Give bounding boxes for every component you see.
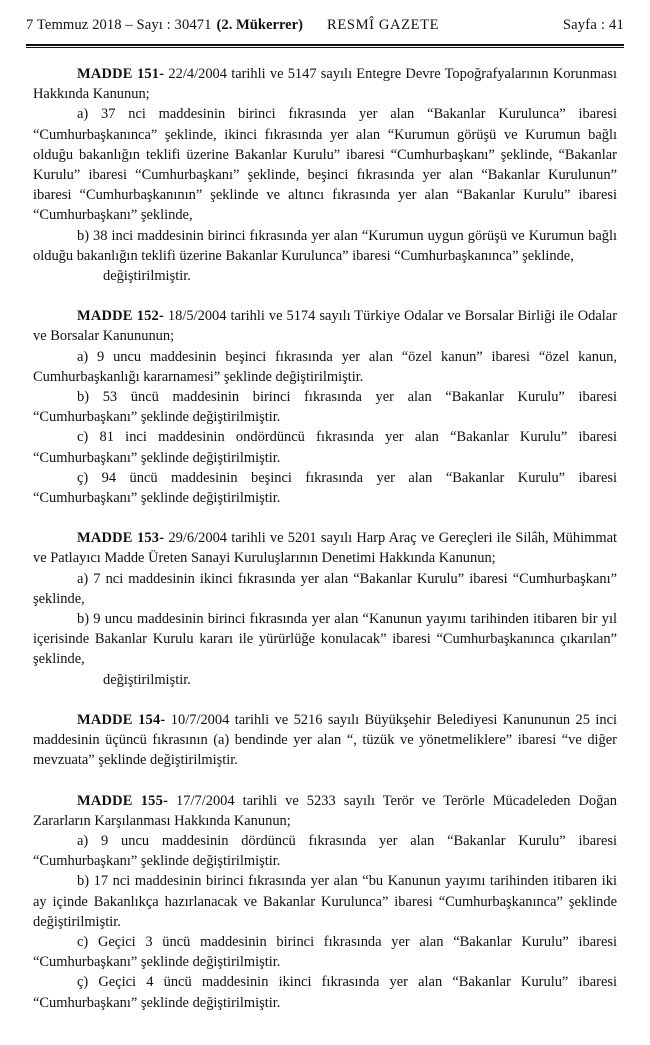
article-clause: c) Geçici 3 üncü maddesinin birinci fıkrasında yer alan “Bakanlar Kurulu” ibaresi “Cumhurbaşkanı” şeklinde değiştirilmiştir.	[33, 933, 617, 971]
article-clause: b) 9 uncu maddesinin birinci fıkrasında yer alan “Kanunun yayımı tarihinden itibaren bir yıl içerisinde Bakanlar Kurulu kararı ile yürürlüğe konulacak” ibaresi “Cumhurbaşkanınca çıkarılan” şeklinde,	[33, 611, 617, 668]
page-header	[26, 18, 624, 40]
article-label: MADDE 151-	[77, 66, 165, 82]
article-spacer	[33, 508, 617, 528]
article-label: MADDE 155-	[77, 792, 169, 809]
article-clause: ç) 94 üncü maddesinin beşinci fıkrasında yer alan “Bakanlar Kurulu” ibaresi “Cumhurbaşkanı” şeklinde değiştirilmiştir.	[33, 469, 617, 507]
header-row	[26, 18, 624, 33]
article-clause: b) 38 inci maddesinin birinci fıkrasında yer alan “Kurumun uygun görüşü ve Kurumun bağlı olduğu bakanlığın teklifi üzerine Bakanlar Kurulunca” ibaresi “Cumhurbaşkanınca” şeklinde,	[33, 227, 617, 264]
article-clause: a) 37 nci maddesinin birinci fıkrasında yer alan “Bakanlar Kurulunca” ibaresi “Cumhurbaşkanınca” şeklinde, ikinci fıkrasında yer alan “Kurumun görüşü ve Kurumun bağlı olduğu bakanlığın teklifi üzerine Bakanlar Kurulu” ibaresi “Cumhurbaşkanı” şeklinde, “Bakanlar Kurulu” ibaresi “Cumhurbaşkanı” şeklinde, beşinci fıkrasında yer alan “Bakanlar Kurulunun” ibaresi “Cumhurbaşkanının” şeklinde ve altıncı fıkrasında yer alan “Bakanlar Kurulu” ibaresi “Cumhurbaşkanı” şeklinde,	[33, 106, 617, 224]
article-spacer	[33, 690, 617, 710]
article-intro-text: 22/4/2004 tarihli ve 5147 sayılı Entegre Devre Topoğrafyalarının Korunması Hakkında Kanunun;	[33, 66, 617, 103]
article-spacer	[33, 286, 617, 306]
article-intro	[33, 64, 617, 104]
article-closing: değiştirilmiştir.	[103, 671, 191, 688]
article-clause: b) 17 nci maddesinin birinci fıkrasında yer alan “bu Kanunun yayımı tarihinden itibaren iki ay içinde Bakanlıkça hazırlanacak ve Bakanlar Kurulunca” ibaresi “Cumhurbaşkanınca” şeklinde değiştirilmiştir.	[33, 873, 617, 930]
header-divider-thin-line	[26, 47, 624, 48]
document-body	[33, 64, 617, 1013]
article-closing: değiştirilmiştir.	[103, 268, 191, 285]
header-issue-date: 7 Temmuz 2018 – Sayı : 30471	[26, 17, 212, 33]
article-label: MADDE 153-	[77, 530, 165, 547]
article-intro-text: 29/6/2004 tarihli ve 5201 sayılı Harp Araç ve Gereçleri ile Silâh, Mühimmat ve Patlayıcı Madde Üreten Sanayi Kuruluşlarının Denetimi Hakkında Kanunun;	[33, 530, 618, 567]
header-divider	[26, 44, 624, 48]
article-intro	[33, 528, 617, 568]
article-intro	[33, 791, 617, 831]
article-intro-text: 18/5/2004 tarihli ve 5174 sayılı Türkiye Odalar ve Borsalar Birliği ile Odalar ve Borsalar Kanununun;	[33, 308, 618, 345]
article-clause: a) 9 uncu maddesinin dördüncü fıkrasında yer alan “Bakanlar Kurulu” ibaresi “Cumhurbaşkanı” şeklinde değiştirilmiştir.	[33, 832, 617, 870]
article-clause: ç) Geçici 4 üncü maddesinin ikinci fıkrasında yer alan “Bakanlar Kurulu” ibaresi “Cumhurbaşkanı” şeklinde değiştirilmiştir.	[33, 974, 617, 1011]
article-intro	[33, 710, 617, 771]
article-intro-text: 10/7/2004 tarihli ve 5216 sayılı Büyükşehir Belediyesi Kanununun 25 inci maddesinin üçüncü fıkrasının (a) bendinde yer alan “, tüzük ve yönetmeliklere” ibaresi “ve diğer mevzuata” şeklinde değiştirilmiştir.	[33, 711, 618, 769]
article-label: MADDE 154-	[77, 711, 166, 728]
header-mukerrer-label: (2. Mükerrer)	[216, 17, 303, 33]
article-clause: c) 81 inci maddesinin ondördüncü fıkrasında yer alan “Bakanlar Kurulu” ibaresi “Cumhurbaşkanı” şeklinde değiştirilmiştir.	[33, 429, 617, 466]
header-page-number: Sayfa : 41	[562, 17, 624, 33]
header-left-group	[26, 18, 439, 33]
article-intro-text: 17/7/2004 tarihli ve 5233 sayılı Terör ve Terörle Mücadeleden Doğan Zararların Karşılanması Hakkında Kanunun;	[33, 792, 617, 829]
article-clause: a) 7 nci maddesinin ikinci fıkrasında yer alan “Bakanlar Kurulu” ibaresi “Cumhurbaşkanı” şeklinde,	[33, 570, 617, 607]
article-clause: a) 9 uncu maddesinin beşinci fıkrasında yer alan “özel kanun” ibaresi “özel kanun, Cumhurbaşkanlığı kararnamesi” şeklinde değiştirilmiştir.	[33, 348, 617, 385]
article-spacer	[33, 771, 617, 791]
header-gazette-name: RESMÎ GAZETE	[327, 17, 440, 33]
article-label: MADDE 152-	[77, 308, 164, 325]
article-intro	[33, 306, 617, 346]
article-clause: b) 53 üncü maddesinin birinci fıkrasında yer alan “Bakanlar Kurulu” ibaresi “Cumhurbaşkanı” şeklinde değiştirilmiştir.	[33, 389, 617, 426]
